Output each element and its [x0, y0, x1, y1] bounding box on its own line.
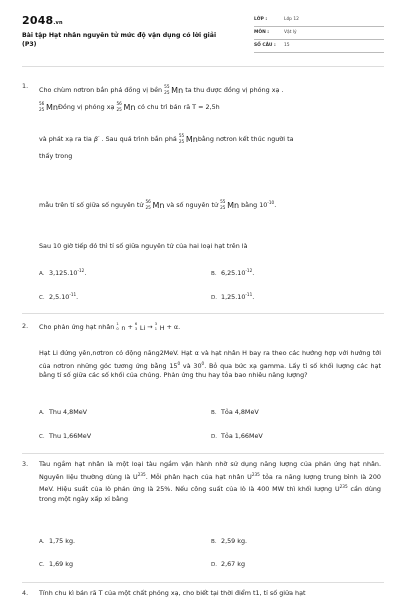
question-number: 1.: [22, 82, 29, 90]
meta-class: LỚP : Lớp 12: [254, 14, 384, 27]
question-number: 2.: [22, 322, 29, 330]
question-2: [22, 322, 384, 452]
nuclide-h: 3 1 H: [154, 322, 165, 332]
question-4: [22, 589, 384, 600]
nuclide-mn55: 55 25 Mn: [164, 84, 184, 95]
question-3: [22, 460, 384, 585]
answer-option-a[interactable]: A. Thu 4,8MeV: [39, 408, 88, 416]
nuclide-li: 6 3 Li: [134, 322, 146, 332]
answer-option-d[interactable]: D. $1,25.10^{-11}$.: [211, 292, 255, 301]
answer-option-c[interactable]: C. 1,69 kg: [39, 560, 74, 568]
question-number: 4.: [22, 589, 29, 597]
document-meta: [254, 14, 384, 53]
divider: [22, 66, 384, 67]
question-text: thấy trong: [39, 152, 73, 160]
meta-question-count: SỐ CÂU : 15: [254, 40, 384, 53]
question-text: mẫu trên tỉ số giữa số nguyên tử 56 25 Mn và số nguyên tử 55 25 Mn bằng $10^{-10}$.: [39, 199, 277, 210]
answer-option-a[interactable]: A. 1,75 kg.: [39, 537, 76, 545]
document-header: [0, 0, 400, 62]
question-text: Cho chùm nơtron bắn phá đồng vị bền 55 25 Mn ta thu được đồng vị phóng xạ .: [39, 84, 284, 95]
answer-option-d[interactable]: D. Tỏa 1,66MeV: [211, 432, 263, 440]
divider: [22, 582, 384, 583]
answer-option-c[interactable]: C. Thu 1,66MeV: [39, 432, 92, 440]
answer-option-a[interactable]: A. $3,125.10^{-12}$.: [39, 268, 87, 277]
answer-option-b[interactable]: B. 2,59 kg.: [211, 537, 248, 545]
question-text: 56 25 MnĐồng vị phóng xạ 56 25 Mn có chu trì bán rã T = 2,5h: [39, 101, 220, 112]
question-text: Sau 10 giờ tiếp đó thì tỉ số giữa nguyên tử của hai loại hạt trên là: [39, 242, 248, 250]
answer-option-c[interactable]: C. $2,5.10^{-11}$.: [39, 292, 79, 301]
question-number: 3.: [22, 460, 29, 468]
site-logo[interactable]: 2048.vn: [22, 14, 63, 27]
question-text: Cho phản ứng hạt nhân 1 0 n + 6 3 Li → 3 1 H + α.: [39, 322, 181, 332]
nuclide-mn56: 56 25 Mn: [39, 101, 58, 112]
question-text: Tính chu kì bán rã T của một chất phóng xạ, cho biết tại thời điểm t1, tỉ số giữa hạt: [39, 589, 306, 597]
question-text: Hạt Li đứng yên,nơtron có động năng2MeV. Hạt α và hạt nhân H bay ra theo các hướng hợp với hướng tới của nơtron những góc tương ứng bằng $15^0$ và $30^0$. Bỏ qua bức xạ gamma. Lấy tỉ số khối lượng các hạt bằng tỉ số giữa các số khối của chúng. Phản ứng thu hay tỏa bao nhiêu năng lượng?: [39, 349, 381, 380]
answer-option-b[interactable]: B. $6,25.10^{-12}$.: [211, 268, 255, 277]
answer-option-d[interactable]: D. 2,67 kg: [211, 560, 246, 568]
nuclide-mn56: 56 25 Mn: [116, 101, 136, 112]
question-text: và phát xạ ra tia β- . Sau quá trình bắn phá 55 25 Mnbằng nơtron kết thúc người ta: [39, 133, 294, 144]
answer-option-b[interactable]: B. Tỏa 4,8MeV: [211, 408, 259, 416]
divider: [22, 313, 384, 314]
nuclide-mn55: 55 25 Mn: [220, 199, 240, 210]
question-1: [22, 82, 384, 307]
question-text: Tàu ngầm hạt nhân là một loại tàu ngầm vận hành nhờ sử dụng năng lượng của phản ứng hạt nhân. Nguyên liệu thường dùng là $U^{235}$. Mỗi phân hạch của hạt nhân $U^{235}$ tỏa ra năng lượng trung bình là 200 MeV. Hiệu suất của lò phản ứng là 25%. Nếu công suất của lò là 400 MW thì khối lượng $U^{235}$ cần dùng trong một ngày xấp xỉ bằng: [39, 460, 381, 503]
nuclide-mn56: 56 25 Mn: [145, 199, 165, 210]
nuclide-mn55: 55 25 Mn: [178, 133, 198, 144]
document-title: Bài tập Hạt nhân nguyên tử mức độ vận dụng có lời giải (P3): [22, 32, 217, 48]
divider: [22, 453, 384, 454]
nuclide-n: 1 0 n: [116, 322, 126, 332]
meta-subject: MÔN : Vật lý: [254, 27, 384, 40]
